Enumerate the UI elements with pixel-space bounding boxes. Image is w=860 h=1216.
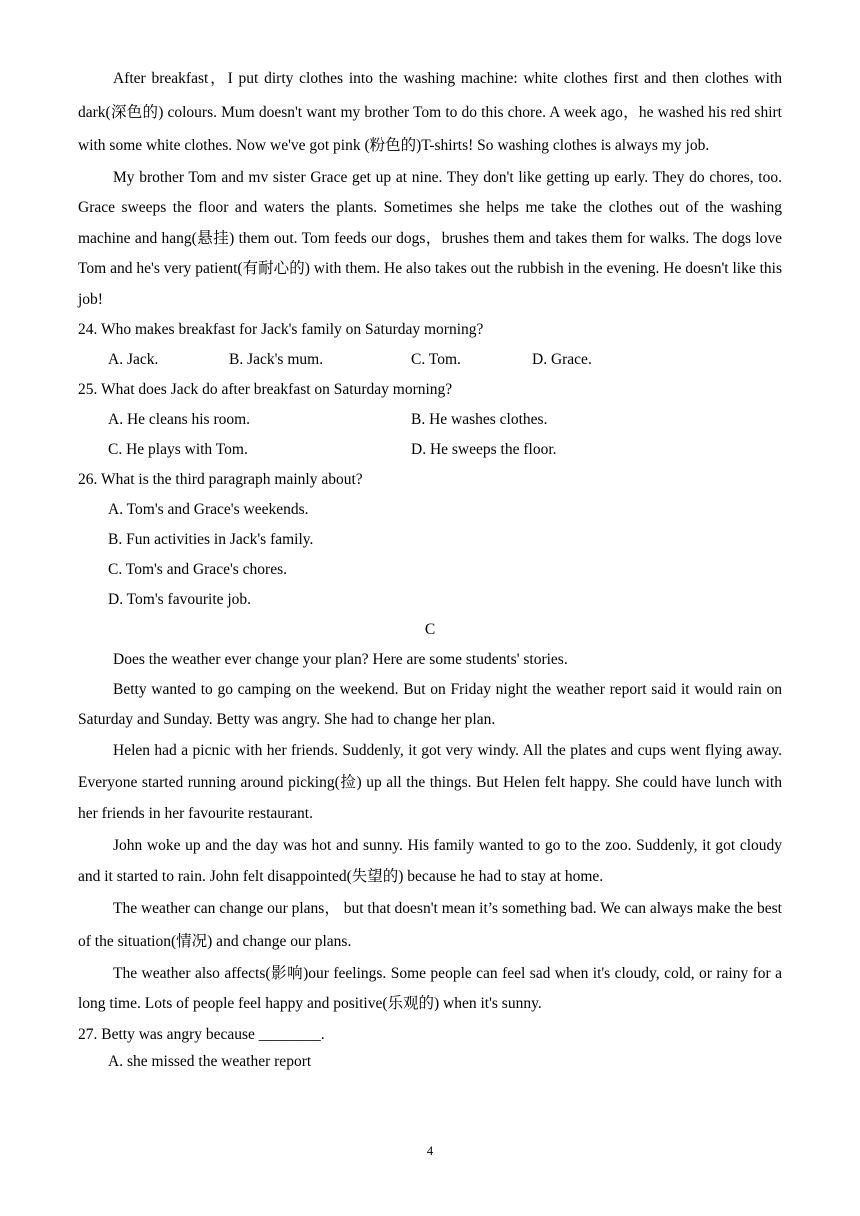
- option-b: B. He washes clothes.: [411, 411, 548, 428]
- paragraph-helen: Helen had a picnic with her friends. Suddenly, it got very windy. All the plates and cups went flying away. Everyone started running around picking(捡) up all the things. But Helen felt happy. She could have lunch with her friends in her favourite restaurant.: [78, 742, 782, 822]
- option-d: D. He sweeps the floor.: [411, 441, 557, 458]
- question-24-stem: 24. Who makes breakfast for Jack's family on Saturday morning?: [78, 321, 484, 338]
- option-d: D. Grace.: [532, 351, 592, 368]
- question-24-options: [78, 345, 782, 375]
- paragraph-intro: Does the weather ever change your plan? Here are some students' stories.: [113, 651, 568, 668]
- option-c: C. He plays with Tom.: [108, 441, 248, 458]
- option-b: B. Jack's mum.: [229, 351, 324, 368]
- question-25-options-row2: [78, 435, 782, 465]
- option-a: A. Jack.: [108, 351, 159, 368]
- option-a: A. she missed the weather report: [108, 1052, 312, 1070]
- paragraph-washing: After breakfast，I put dirty clothes into the washing machine: white clothes first and then clothes with dark(深色的) colours. Mum doesn't want my brother Tom to do this chore. A week ago，he washed his red shirt with some white clothes. Now we've got pink (粉色的)T-shirts! So washing clothes is always my job.: [78, 70, 782, 154]
- option-a: A. He cleans his room.: [108, 411, 251, 428]
- section-heading-c: C: [424, 621, 436, 638]
- paragraph-siblings-chores: My brother Tom and mv sister Grace get up at nine. They don't like getting up early. They do chores, too. Grace sweeps the floor and waters the plants. Sometimes she helps me take the clothes out of the washing machine and hang(悬挂) them out. Tom feeds our dogs，brushes them and takes them for walks. The dogs love Tom and he's very patient(有耐心的) with them. He also takes out the rubbish in the evening. He doesn't like this job!: [78, 168, 782, 308]
- document-page: [78, 62, 782, 1075]
- question-25-options-row1: [78, 405, 782, 435]
- option-b: B. Fun activities in Jack's family.: [108, 531, 314, 548]
- option-d: D. Tom's favourite job.: [108, 591, 252, 608]
- question-26-stem: 26. What is the third paragraph mainly about?: [78, 471, 363, 488]
- question-27-stem: 27. Betty was angry because ________.: [78, 1025, 325, 1043]
- paragraph-betty: Betty wanted to go camping on the weekend. But on Friday night the weather report said it would rain on Saturday and Sunday. Betty was angry. She had to change her plan.: [78, 681, 782, 728]
- paragraph-weather-plans: The weather can change our plans， but that doesn't mean it’s something bad. We can always make the best of the situation(情况) and change our plans.: [78, 899, 782, 950]
- paragraph-weather-feelings: The weather also affects(影响)our feelings. Some people can feel sad when it's cloudy, cold, or rainy for a long time. Lots of people feel happy and positive(乐观的) when it's sunny.: [78, 964, 782, 1012]
- option-a: A. Tom's and Grace's weekends.: [108, 501, 309, 518]
- option-c: C. Tom.: [411, 351, 461, 368]
- option-c: C. Tom's and Grace's chores.: [108, 561, 287, 578]
- paragraph-john: John woke up and the day was hot and sunny. His family wanted to go to the zoo. Suddenly, it got cloudy and it started to rain. John felt disappointed(失望的) because he had to stay at home.: [78, 836, 782, 885]
- page-number: 4: [426, 1144, 434, 1158]
- question-25-stem: 25. What does Jack do after breakfast on Saturday morning?: [78, 381, 453, 398]
